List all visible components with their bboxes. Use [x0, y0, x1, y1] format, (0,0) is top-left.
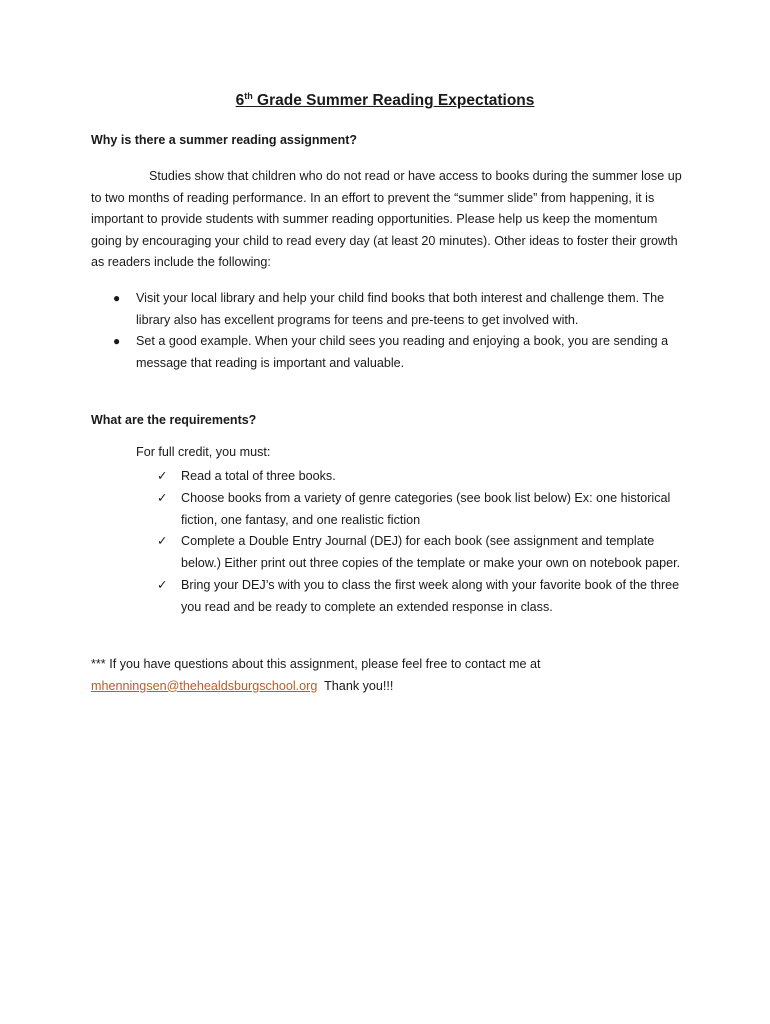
requirements-checklist — [157, 466, 681, 619]
intro-paragraph: Studies show that children who do not read or have access to books during the summer lose up to two months of reading performance. In an effort to prevent the “summer slide” from happening, it is important to provide students with summer reading opportunities. Please help us keep the momentum going by encouraging your child to read every day (at least 20 minutes). Other ideas to foster their growth as readers include the following: — [91, 169, 682, 270]
page-title-text: 6th Grade Summer Reading Expectations — [235, 90, 535, 109]
section-heading-why: Why is there a summer reading assignment? — [91, 133, 358, 147]
checklist-item: ✓ Bring your DEJ’s with you to class the first week along with your favorite book of the three you read and be ready to complete an extended response in class. — [181, 575, 681, 619]
checklist-item: ✓ Read a total of three books. — [181, 466, 681, 488]
checkmark-icon: ✓ — [157, 469, 168, 483]
requirements-intro: For full credit, you must: — [136, 445, 271, 459]
checkmark-icon: ✓ — [157, 577, 168, 592]
page-title — [0, 92, 770, 110]
email-link[interactable]: mhenningsen@thehealdsburgschool.org — [91, 678, 318, 693]
title-superscript: th — [244, 90, 253, 101]
ideas-bullet-list — [113, 288, 686, 374]
list-item: ● Set a good example. When your child sees you reading and enjoying a book, you are sending a message that reading is important and valuable. — [136, 331, 686, 374]
bullet-icon: ● — [113, 291, 121, 305]
contact-footer — [91, 654, 691, 697]
checkmark-icon: ✓ — [157, 490, 168, 505]
checklist-item: ✓ Choose books from a variety of genre categories (see book list below) Ex: one historical fiction, one fantasy, and one realistic fiction — [181, 488, 681, 532]
list-item: ● Visit your local library and help your child find books that both interest and challenge them. The library also has excellent programs for teens and pre-teens to get involved with. — [136, 288, 686, 331]
closing-text: Thank you!!! — [317, 678, 394, 693]
bullet-icon: ● — [113, 334, 121, 349]
contact-text: *** If you have questions about this assignment, please feel free to contact me at — [91, 657, 541, 671]
checklist-item: ✓ Complete a Double Entry Journal (DEJ) for each book (see assignment and template below.) Either print out three copies of the template or make your own on notebook paper. — [181, 531, 681, 575]
checkmark-icon: ✓ — [157, 534, 168, 549]
section-heading-requirements: What are the requirements? — [91, 413, 257, 427]
